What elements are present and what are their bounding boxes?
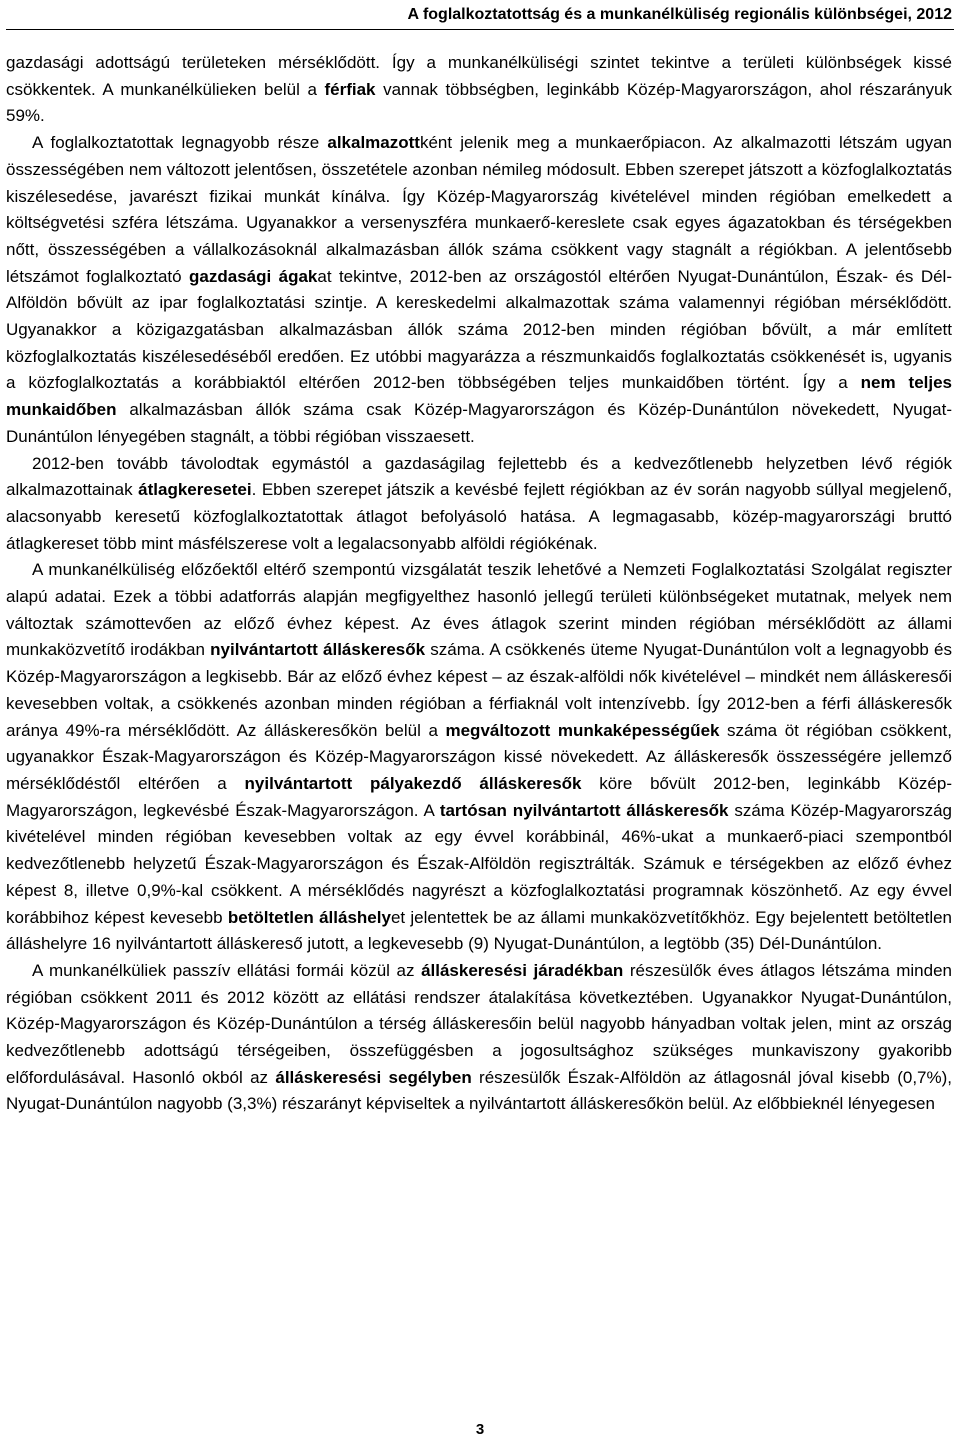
text-run: vannak többségben, leginkább Közép-Magyarországon, ahol részarányuk 59%. — [6, 79, 952, 126]
paragraph — [6, 130, 952, 450]
paragraph — [6, 451, 952, 558]
bold-term: nyilvántartott pályakezdő álláskeresők — [244, 773, 582, 793]
bold-term: betöltetlen álláshely — [227, 907, 391, 927]
bold-term: átlagkeresetei — [138, 480, 252, 500]
text-run: részesülők éves átlagos létszáma minden régióban csökkent 2011 és 2012 között az ellátási rendszer átalakítása következtében. Ugyanakkor Nyugat-Dunántúlon, Közép-Magyarországon és Közép-Dunántúlon a térség álláskeresőin belül nagyobb hányadban voltak jelen, mint az ország kedvezőtlenebb adottságú térségeiben, összefüggésben a jogosultsághoz szükséges munkaviszony gyakoribb előfordulásával. Hasonló okból az — [6, 960, 952, 1087]
bold-term: álláskeresési segélyben — [275, 1067, 472, 1087]
paragraph — [6, 958, 952, 1118]
bold-term: alkalmazott — [327, 133, 420, 153]
text-run: at tekintve, 2012-ben az országostól eltérően Nyugat-Dunántúlon, Észak- és Dél-Alföldön bővült az ipar foglalkoztatási szintje. A kereskedelmi alkalmazottak száma valamennyi régióban mérséklődött. Ugyanakkor a közigazgatásban alkalmazásban állók száma 2012-ben minden régióban bővült, a már említett közfoglalkoztatás kiszélesedéséből eredően. Ez utóbbi magyarázza a részmunkaidős foglalkoztatás csökkenését is, ugyanis a közfoglalkoztatás a korábbiaktól eltérően 2012-ben többségében teljes munkaidőben történt. Így a — [6, 266, 952, 393]
bold-term: nyilvántartott álláskeresők — [210, 640, 426, 660]
text-run: 2012-ben tovább távolodtak egymástól a gazdaságilag fejlettebb és a kedvezőtlenebb helyzetben lévő régiók alkalmazottainak — [6, 453, 952, 500]
text-run: gazdasági adottságú területeken mérséklődött. Így a munkanélküliségi szintet tekintve a területi különbségek kissé csökkentek. A munkanélkülieken belül a — [6, 53, 952, 99]
body-text — [6, 50, 952, 1118]
text-run: ként jelenik meg a munkaerőpiacon. Az alkalmazotti létszám ugyan összességében nem változott jelentősen, összetétele azonban némileg módosult. Ebben szerepet játszott a közfoglalkoztatás kiszélesedése, javarészt fizikai munkát kínálva. Így Közép-Magyarország kivételével minden régióban emelkedett a költségvetési szféra létszáma. Ugyanakkor a versenyszféra munkaerő-kereslete csak egyes ágazatokban és térségekben nőtt, összességében a vállalkozásoknál alkalmazásban állók száma csökkent vagy stagnált a régiókban. A jelentősebb létszámot foglalkoztató — [6, 133, 952, 286]
bold-term: férfiak — [324, 79, 376, 99]
bold-term: gazdasági ágak — [189, 266, 318, 286]
page-number: 3 — [475, 1421, 485, 1438]
text-run: köre bővült 2012-ben, leginkább Közép-Magyarországon, legkevésbé Észak-Magyarországon. A — [6, 773, 952, 820]
text-run: . Ebben szerepet játszik a kevésbé fejlett régiókban az év során nagyobb súllyal megjelenő, alacsonyabb keresetű közfoglalkoztatottak átlagot befolyásoló hatása. A legmagasabb, közép-magyarországi bruttó átlagkereset több mint másfélszerese volt a legalacsonyabb alföldi régiókénak. — [6, 480, 953, 553]
text-run: A foglalkoztatottak legnagyobb része — [32, 133, 328, 153]
text-run: részesülők Észak-Alföldön az átlagosnál jóval kisebb (0,7%), Nyugat-Dunántúlon nagyobb (3,3%) részarányt képviseltek a nyilvántartott álláskeresőkön belül. Az előbbieknél lényegesen — [6, 1067, 953, 1114]
text-run: A munkanélküliek passzív ellátási formái közül az — [32, 960, 422, 980]
bold-term: megváltozott munkaképességűek — [445, 720, 720, 740]
bold-term: nem teljes munkaidőben — [6, 373, 953, 420]
bold-term: tartósan nyilvántartott álláskeresők — [439, 800, 729, 820]
text-run: alkalmazásban állók száma csak Közép-Magyarországon és Közép-Dunántúlon növekedett, Nyugat-Dunántúlon lényegében stagnált, a többi régióban visszaesett. — [6, 400, 952, 446]
text-run: et jelentettek be az állami munkaközvetítőkhöz. Egy bejelentett betöltetlen álláshelyre 16 nyilvántartott álláskereső jutott, a legkevesebb (9) Nyugat-Dunántúlon, a legtöbb (35) Dél-Dunántúlon. — [6, 907, 953, 954]
paragraph — [6, 50, 952, 130]
header-rule — [6, 29, 954, 30]
text-run: száma öt régióban csökkent, ugyanakkor Észak-Magyarországon és Közép-Magyarországon kissé növekedett. Az álláskeresők összességére jellemző mérséklődéstől eltérően a — [6, 720, 952, 793]
text-run: száma Közép-Magyarország kivételével minden régióban kevesebben voltak az egy évvel korábbinál, 46%-ukat a munkaerő-piaci szempontból kedvezőtlenebb helyzetű Észak-Magyarországon és Észak-Alföldön regisztrálták. Számuk e térségekben az előző évhez képest 8, illetve 0,9%-kal csökkent. A mérséklődés nagyrészt a közfoglalkoztatási programnak köszönhető. Az egy évvel korábbihoz képest kevesebb — [6, 800, 952, 927]
paragraph — [6, 557, 952, 958]
running-header: A foglalkoztatottság és a munkanélküliség regionális különbségei, 2012 — [407, 6, 952, 23]
text-run: száma. A csökkenés üteme Nyugat-Dunántúlon volt a legnagyobb és Közép-Magyarországon a legkisebb. Bár az előző évhez képest – az észak-alföldi nők kivételével – mindkét nem álláskeresői kevesebben voltak, a csökkenés azonban minden régióban a férfiaknál volt intenzívebb. Így 2012-ben a férfi álláskeresők aránya 49%-ra mérséklődött. Az álláskeresőkön belül a — [6, 640, 953, 740]
text-run: A munkanélküliség előzőektől eltérő szempontú vizsgálatát teszik lehetővé a Nemzeti Foglalkoztatási Szolgálat regiszter alapú adatai. Ezek a többi adatforrás alapján megfigyelthez hasonló jellegű területi különbségeket mutatnak, melyek nem változtak számottevően az előző évhez képest. Az éves átlagok szerint minden régióban mérséklődött az állami munkaközvetítő irodákban — [6, 560, 952, 660]
bold-term: álláskeresési járadékban — [421, 960, 624, 980]
